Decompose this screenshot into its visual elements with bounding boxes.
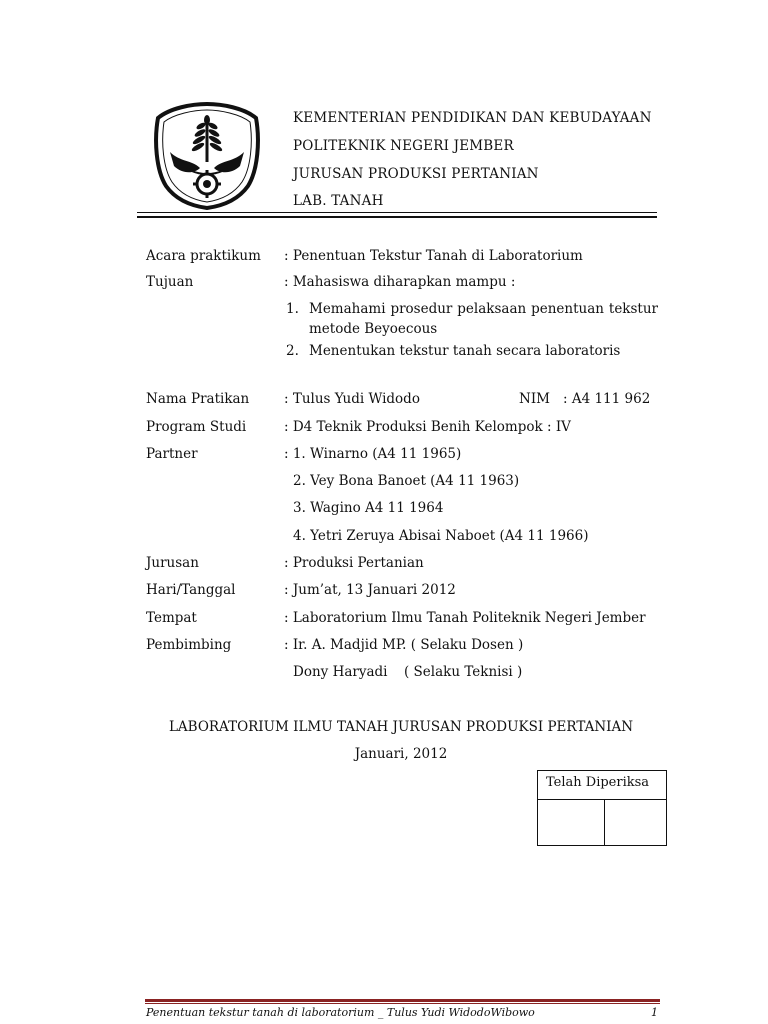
- checked-box-divider: [604, 800, 605, 845]
- pembimbing-label: Pembimbing: [146, 637, 232, 653]
- tempat-value: : Laboratorium Ilmu Tanah Politeknik Negeri Jember: [284, 610, 646, 626]
- tujuan-value: : Mahasiswa diharapkan mampu :: [284, 274, 516, 290]
- tujuan-item-number: 1.: [286, 301, 299, 317]
- tujuan-item-number: 2.: [286, 343, 299, 359]
- acara-label: Acara praktikum: [146, 248, 261, 264]
- institution-name: POLITEKNIK NEGERI JEMBER: [293, 138, 514, 154]
- nama-label: Nama Pratikan: [146, 391, 250, 407]
- university-logo: [152, 100, 262, 210]
- partner-label: Partner: [146, 446, 198, 462]
- tujuan-item-text: Menentukan tekstur tanah secara laboratoris: [309, 343, 621, 359]
- nama-value: : Tulus Yudi Widodo: [284, 391, 420, 407]
- acara-value: : Penentuan Tekstur Tanah di Laboratorium: [284, 248, 583, 264]
- partner-item: 2. Vey Bona Banoet (A4 11 1963): [293, 473, 520, 489]
- footer-text: Penentuan tekstur tanah di laboratorium _ Tulus Yudi WidodoWibowo: [146, 1006, 535, 1019]
- jurusan-label: Jurusan: [146, 555, 199, 571]
- prodi-value: : D4 Teknik Produksi Benih Kelompok : IV: [284, 419, 571, 435]
- pembimbing-dosen: : Ir. A. Madjid MP. ( Selaku Dosen ): [284, 637, 524, 653]
- checked-box: [537, 770, 667, 846]
- header-divider: [137, 212, 657, 218]
- hari-label: Hari/Tanggal: [146, 582, 236, 598]
- ministry-name: KEMENTERIAN PENDIDIKAN DAN KEBUDAYAAN: [293, 110, 652, 126]
- hari-value: : Jum’at, 13 Januari 2012: [284, 582, 456, 598]
- checked-box-header: [538, 771, 666, 800]
- page-number: 1: [651, 1006, 658, 1019]
- closing-lab: LABORATORIUM ILMU TANAH JURUSAN PRODUKSI PERTANIAN: [168, 719, 634, 735]
- department-name: JURUSAN PRODUKSI PERTANIAN: [293, 166, 539, 182]
- tempat-label: Tempat: [146, 610, 197, 626]
- pembimbing-teknisi-name: Dony Haryadi: [293, 664, 388, 680]
- tujuan-item-text-cont: metode Beyoecous: [309, 321, 438, 337]
- tujuan-item-text: Memahami prosedur pelaksaan penentuan tekstur: [309, 301, 658, 317]
- checked-box-title: Telah Diperiksa: [546, 775, 650, 790]
- partner-item: : 1. Winarno (A4 11 1965): [284, 446, 462, 462]
- jurusan-value: : Produksi Pertanian: [284, 555, 424, 571]
- lab-name: LAB. TANAH: [293, 193, 384, 209]
- tujuan-label: Tujuan: [146, 274, 194, 290]
- pembimbing-teknisi-role: ( Selaku Teknisi ): [404, 664, 523, 680]
- footer-rule-thin: [145, 1003, 660, 1004]
- nim-value: : A4 111 962: [563, 391, 651, 407]
- partner-item: 4. Yetri Zeruya Abisai Naboet (A4 11 1966): [293, 528, 589, 544]
- closing-date: Januari, 2012: [354, 746, 448, 762]
- footer-rule: [145, 999, 660, 1002]
- nim-label: NIM: [519, 391, 550, 407]
- prodi-label: Program Studi: [146, 419, 247, 435]
- partner-item: 3. Wagino A4 11 1964: [293, 500, 444, 516]
